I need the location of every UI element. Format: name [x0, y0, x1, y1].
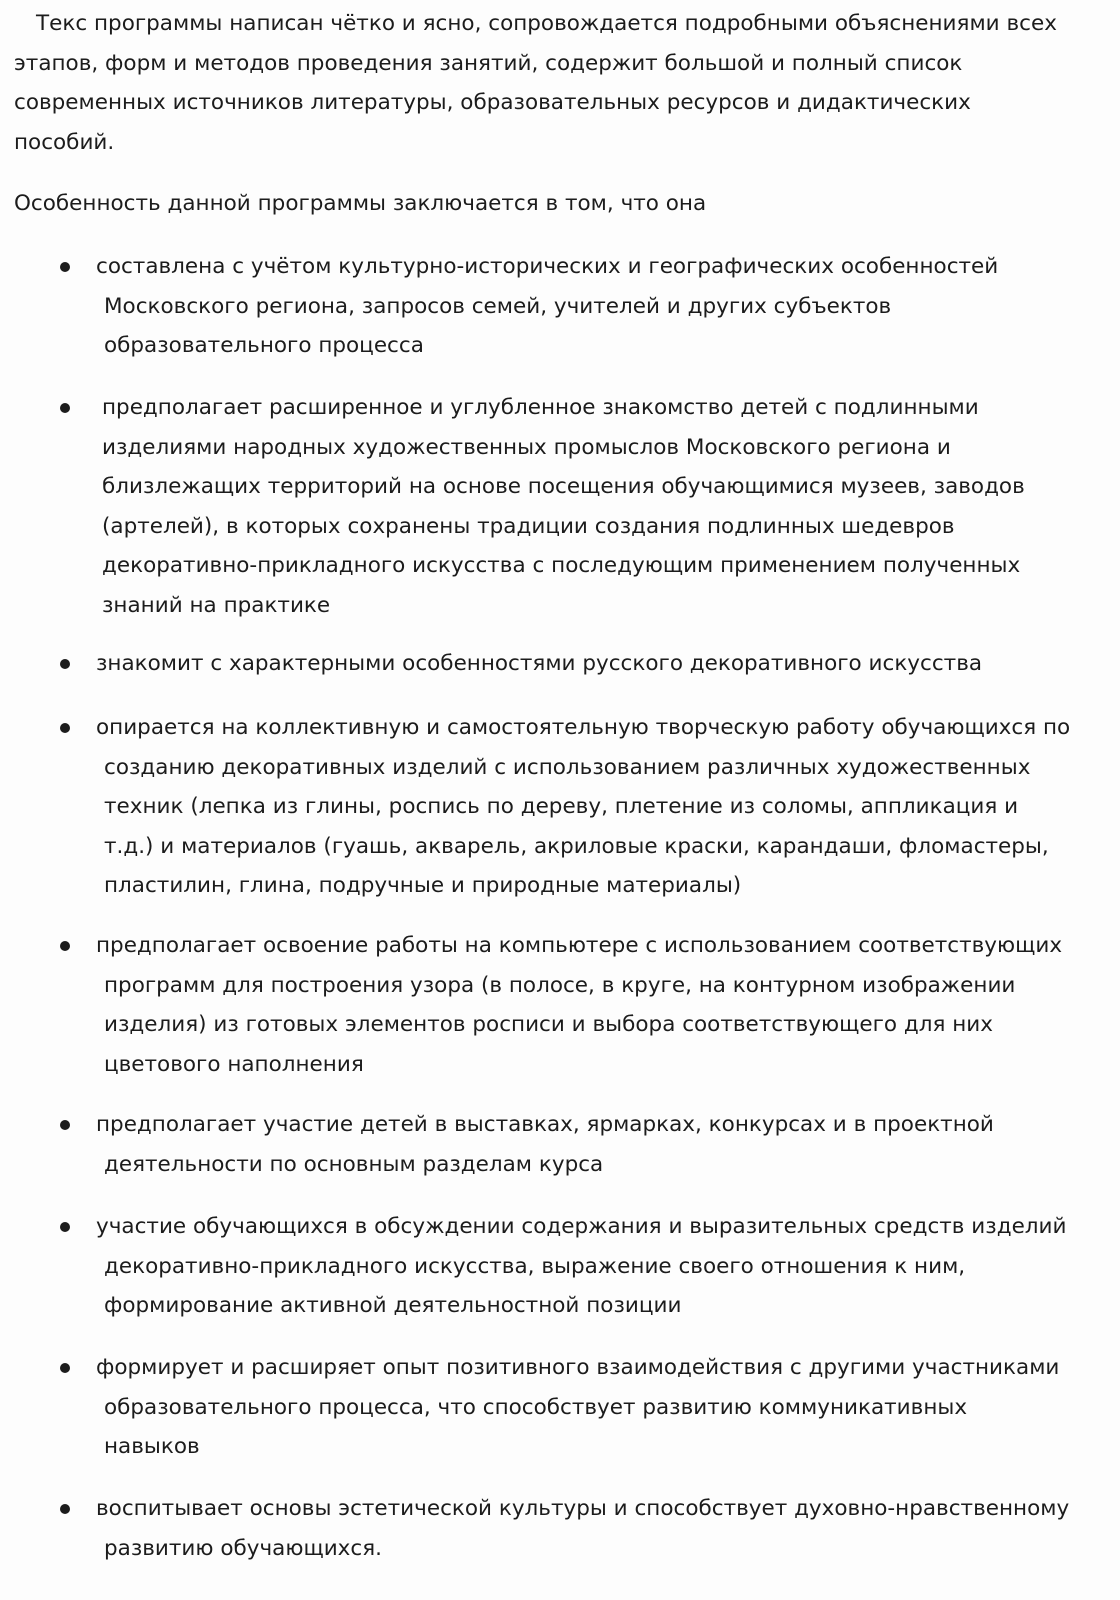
bullet-line: предполагает участие детей в выставках, ярмарках, конкурсах и в проектной	[96, 1112, 994, 1137]
intro-paragraph	[14, 4, 1114, 162]
bullet-line: техник (лепка из глины, роспись по дереву, плетение из соломы, аппликация и	[104, 794, 1019, 819]
bullet-line: составлена с учётом культурно-исторических и географических особенностей	[96, 254, 999, 279]
bullet-dot-icon	[60, 403, 70, 413]
bullet-line: опирается на коллективную и самостоятельную творческую работу обучающихся по	[96, 715, 1071, 740]
bullet-line: знаний на практике	[102, 592, 331, 618]
bullet-text	[96, 926, 1062, 1084]
bullet-line: цветового наполнения	[104, 1051, 364, 1077]
lead-sentence: Особенность данной программы заключается в том, что она	[14, 191, 707, 216]
bullet-text	[96, 644, 982, 684]
bullet-text	[96, 708, 1070, 906]
bullet-line: деятельности по основным разделам курса	[104, 1151, 604, 1177]
bullet-text	[102, 388, 1025, 625]
bullet-dot-icon	[60, 723, 70, 733]
bullet-dot-icon	[60, 659, 70, 669]
bullet-line: участие обучающихся в обсуждении содержания и выразительных средств изделий	[96, 1214, 1067, 1239]
bullet-line: формирует и расширяет опыт позитивного взаимодействия с другими участниками	[96, 1355, 1060, 1380]
intro-line: пособий.	[14, 129, 115, 155]
bullet-dot-icon	[60, 1120, 70, 1130]
bullet-line: созданию декоративных изделий с использованием различных художественных	[104, 754, 1031, 780]
bullet-dot-icon	[60, 1363, 70, 1373]
bullet-dot-icon	[60, 262, 70, 272]
bullet-line: изделия) из готовых элементов росписи и выбора соответствующего для них	[104, 1012, 994, 1037]
bullet-dot-icon	[60, 941, 70, 951]
bullet-line: декоративно-прикладного искусства с последующим применением полученных	[102, 553, 1021, 578]
bullet-line: навыков	[104, 1434, 200, 1459]
bullet-dot-icon	[60, 1222, 70, 1232]
bullet-line: образовательного процесса	[104, 333, 424, 358]
bullet-line: формирование активной деятельностной позиции	[104, 1293, 682, 1318]
bullet-line: предполагает освоение работы на компьютере с использованием соответствующих	[96, 933, 1063, 958]
bullet-dot-icon	[60, 1504, 70, 1514]
bullet-text	[96, 1489, 1069, 1568]
bullet-text	[96, 1105, 994, 1184]
bullet-line: т.д.) и материалов (гуашь, акварель, акриловые краски, карандаши, фломастеры,	[104, 833, 1049, 859]
bullet-line: программ для построения узора (в полосе, в круге, на контурном изображении	[104, 972, 1016, 998]
bullet-line: близлежащих территорий на основе посещения обучающимися музеев, заводов	[102, 474, 1025, 499]
intro-line: Текс программы написан чётко и ясно, сопровождается подробными объяснениями всех	[36, 11, 1057, 36]
bullet-line: развитию обучающихся.	[104, 1535, 382, 1561]
bullet-line: пластилин, глина, подручные и природные материалы)	[104, 873, 742, 898]
bullet-line: (артелей), в которых сохранены традиции создания подлинных шедевров	[102, 513, 955, 539]
bullet-line: декоративно-прикладного искусства, выражение своего отношения к ним,	[104, 1253, 966, 1279]
bullet-line: предполагает расширенное и углубленное знакомство детей с подлинными	[102, 395, 979, 420]
bullet-line: Московского региона, запросов семей, учителей и других субъектов	[104, 293, 892, 319]
bullet-text	[96, 1207, 1066, 1326]
bullet-line: изделиями народных художественных промыслов Московского региона и	[102, 434, 951, 460]
bullet-text	[96, 1348, 1059, 1467]
bullet-line: образовательного процесса, что способствует развитию коммуникативных	[104, 1394, 968, 1420]
bullet-text	[96, 247, 998, 366]
intro-line: этапов, форм и методов проведения занятий, содержит большой и полный список	[14, 50, 963, 76]
bullet-line: знакомит с характерными особенностями русского декоративного искусства	[96, 651, 983, 676]
intro-line: современных источников литературы, образовательных ресурсов и дидактических	[14, 90, 971, 115]
bullet-line: воспитывает основы эстетической культуры и способствует духовно-нравственному	[96, 1496, 1070, 1521]
